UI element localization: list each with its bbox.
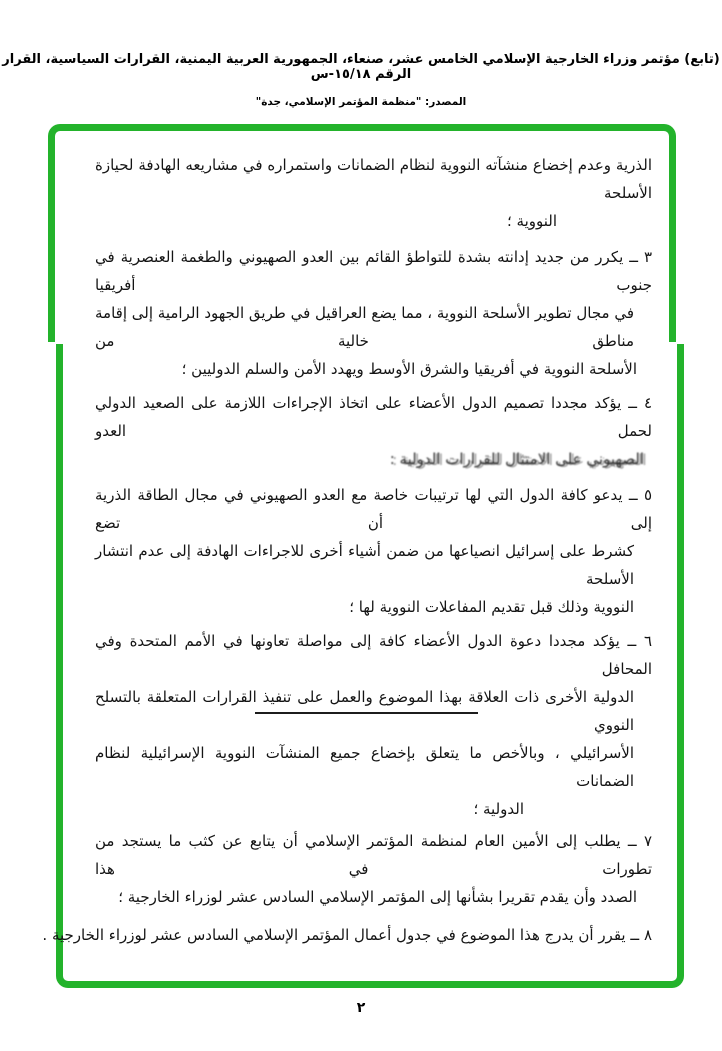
paragraph-line: الذرية وعدم إخضاع منشآته النووية لنظام الضمانات واستمراره في مشاريعه الهادفة لحيازة الأسلحة — [95, 156, 652, 202]
paragraph-line: الأسلحة النووية في أفريقيا والشرق الأوسط ويهدد الأمن والسلم الدوليين ؛ — [181, 360, 637, 378]
paragraph-5 — [95, 481, 652, 621]
paragraph-3 — [95, 243, 652, 383]
paragraph-line: كشرط على إسرائيل انصياعها من ضمن أشياء أخرى للاجراءات الهادفة إلى عدم انتشار الأسلحة — [95, 542, 634, 588]
separator-rule — [255, 712, 478, 714]
paragraph-line: ٧ ــ يطلب إلى الأمين العام لمنظمة المؤتمر الإسلامي أن يتابع عن كثب ما يستجد من تطورات في هذا — [95, 832, 652, 878]
paragraph-line: في مجال تطوير الأسلحة النووية ، مما يضع العراقيل في طريق الجهود الرامية إلى إقامة مناطق خالية من — [95, 304, 634, 350]
page-number: ٢ — [356, 1000, 366, 1016]
paragraph-line: الدولية الأخرى ذات العلاقة بهذا الموضوع والعمل على تنفيذ القرارات المتعلقة بالتسلح النووي — [95, 688, 634, 734]
paragraph-line: ٣ ــ يكرر من جديد إدانته بشدة للتواطؤ القائم بين العدو الصهيوني والطغمة العنصرية في جنوب أفريقيا — [95, 248, 652, 294]
paragraph-line: الدولية ؛ — [473, 800, 524, 818]
document-header — [0, 52, 722, 108]
paragraph-line: النووية ؛ — [506, 212, 557, 230]
header-title: (تابع) مؤتمر وزراء الخارجية الإسلامي الخامس عشر، صنعاء، الجمهورية العربية اليمنية، القرارات السياسية، القرار الرقم ١٥/١٨-س — [2, 52, 720, 82]
paragraph-6 — [95, 627, 652, 823]
paragraph-continuation — [95, 151, 652, 235]
paragraph-line: ٤ ــ يؤكد مجددا تصميم الدول الأعضاء على اتخاذ الإجراءات اللازمة على الصعيد الدولي لحمل العدو — [95, 394, 652, 440]
paragraph-line-blurred: الصهيوني على الامتثال للقرارات الدولية : — [389, 450, 644, 468]
paragraph-line: الأسرائيلي ، وبالأخص ما يتعلق بإخضاع جميع المنشآت النووية الإسرائيلية لنظام الضمانات — [95, 744, 634, 790]
paragraph-line: الصدد وأن يقدم تقريرا بشأنها إلى المؤتمر الإسلامي السادس عشر لوزراء الخارجية ؛ — [118, 888, 637, 906]
paragraph-7 — [95, 827, 652, 911]
resolution-body — [42, 125, 652, 949]
paragraph-8 — [42, 921, 652, 949]
paragraph-4 — [95, 389, 652, 473]
header-source-line: المصدر: "منظمة المؤتمر الإسلامي، جدة" — [255, 96, 467, 108]
paragraph-line: ٥ ــ يدعو كافة الدول التي لها ترتيبات خاصة مع العدو الصهيوني في مجال الطاقة الذرية إلى أن تضع — [95, 486, 652, 532]
paragraph-line: ٨ ــ يقرر أن يدرج هذا الموضوع في جدول أعمال المؤتمر الإسلامي السادس عشر لوزراء الخارجية . — [42, 926, 652, 944]
paragraph-line: النووية وذلك قبل تقديم المفاعلات النووية لها ؛ — [349, 598, 634, 616]
paragraph-line: ٦ ــ يؤكد مجددا دعوة الدول الأعضاء كافة إلى مواصلة تعاونها في الأمم المتحدة وفي المحافل — [95, 632, 652, 678]
